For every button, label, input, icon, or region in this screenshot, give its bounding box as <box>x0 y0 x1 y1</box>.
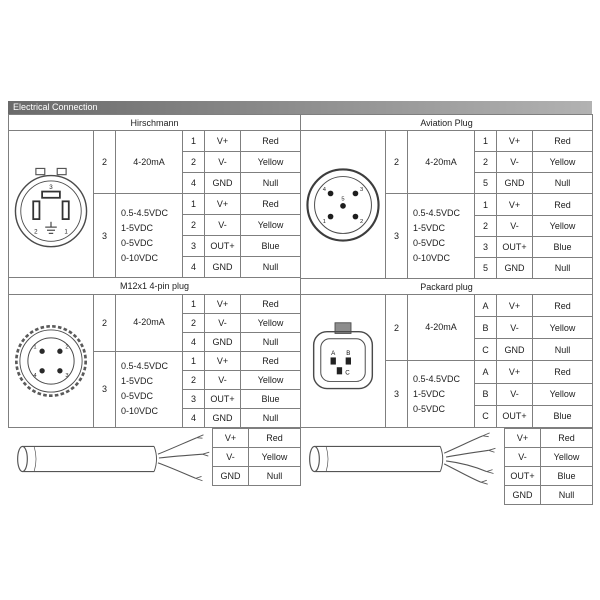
color-cell: Yellow <box>541 448 593 467</box>
color-cell: Yellow <box>533 317 593 339</box>
packard-connector-cell <box>301 295 386 428</box>
output-type-cell: 3 <box>94 351 116 427</box>
pin-label-1: 1 <box>322 218 326 225</box>
color-cell: Yellow <box>241 215 301 236</box>
signal-cell: V- <box>205 313 241 332</box>
packard-connector-drawing <box>303 315 383 407</box>
signal-cell: V+ <box>497 131 533 152</box>
section-title-hirschmann: Hirschmann <box>9 115 301 131</box>
pin-cell: 2 <box>475 215 497 236</box>
page-title: Electrical Connection <box>13 102 98 112</box>
color-cell: Null <box>241 408 301 427</box>
cable-table-left <box>212 428 301 486</box>
signal-cell: V+ <box>205 131 241 152</box>
pin-label-3: 3 <box>65 372 69 379</box>
output-desc-line: 0-5VDC <box>413 238 446 249</box>
signal-cell: V- <box>497 215 533 236</box>
color-cell: Null <box>541 486 593 505</box>
pin-cell: C <box>475 405 497 427</box>
pin-label-4: 4 <box>33 372 37 379</box>
output-type-cell: 2 <box>386 295 408 361</box>
output-desc-line: 1-5VDC <box>121 222 154 233</box>
signal-cell: GND <box>497 257 533 278</box>
right-half-table <box>300 114 593 428</box>
color-cell: Yellow <box>249 448 301 467</box>
color-cell: Red <box>541 429 593 448</box>
pin-label-5: 5 <box>341 196 345 203</box>
pin-label-b: B <box>346 349 351 357</box>
pin-label-2: 2 <box>34 228 38 236</box>
output-desc-line: 0.5-4.5VDC <box>121 207 169 218</box>
signal-cell: OUT+ <box>205 236 241 257</box>
output-desc-line: 0-10VDC <box>413 253 451 264</box>
color-cell: Red <box>241 131 301 152</box>
color-cell: Blue <box>533 236 593 257</box>
output-desc-line: 0.5-4.5VDC <box>121 361 169 372</box>
color-cell: Red <box>241 194 301 215</box>
output-type-cell: 3 <box>386 194 408 279</box>
left-half-table <box>8 114 301 428</box>
pin-cell: 1 <box>183 131 205 152</box>
color-cell: Red <box>249 429 301 448</box>
output-desc-line: 4-20mA <box>425 322 457 333</box>
hirschmann-connector-drawing <box>11 153 91 255</box>
color-cell: Yellow <box>241 152 301 173</box>
m12-connector-cell <box>9 294 94 427</box>
signal-cell: V- <box>505 448 541 467</box>
output-desc-cell <box>116 294 183 351</box>
signal-cell: OUT+ <box>497 236 533 257</box>
color-cell: Null <box>249 467 301 486</box>
signal-cell: V+ <box>213 429 249 448</box>
signal-cell: GND <box>505 486 541 505</box>
signal-cell: GND <box>497 173 533 194</box>
signal-cell: V+ <box>205 194 241 215</box>
pin-cell: 1 <box>475 194 497 215</box>
signal-cell: OUT+ <box>505 467 541 486</box>
pin-cell: B <box>475 317 497 339</box>
color-cell: Red <box>533 131 593 152</box>
section-title-aviation: Aviation Plug <box>301 115 593 131</box>
output-desc-line: 0.5-4.5VDC <box>413 373 461 384</box>
output-desc-line: 0-5VDC <box>413 403 446 414</box>
output-desc-line: 1-5VDC <box>413 223 446 234</box>
color-cell: Red <box>533 361 593 383</box>
color-cell: Yellow <box>533 152 593 173</box>
cable-drawing-left <box>12 429 212 489</box>
output-type-cell: 3 <box>386 361 408 428</box>
signal-cell: OUT+ <box>205 389 241 408</box>
color-cell: Null <box>533 257 593 278</box>
signal-cell: V+ <box>497 361 533 383</box>
pin-cell: 2 <box>183 215 205 236</box>
color-cell: Null <box>533 173 593 194</box>
output-type-cell: 2 <box>94 294 116 351</box>
pin-cell: 1 <box>183 351 205 370</box>
signal-cell: GND <box>205 408 241 427</box>
pin-cell: 4 <box>183 173 205 194</box>
pin-cell: 5 <box>475 257 497 278</box>
pin-cell: 3 <box>183 236 205 257</box>
pin-cell: 1 <box>183 194 205 215</box>
pin-label-2: 2 <box>360 218 364 225</box>
pin-cell: 2 <box>183 370 205 389</box>
pin-label-2: 2 <box>65 344 69 351</box>
cable-table-right <box>504 428 593 505</box>
signal-cell: V+ <box>205 294 241 313</box>
output-desc-line: 0-5VDC <box>121 237 154 248</box>
pin-cell: 1 <box>183 294 205 313</box>
color-cell: Blue <box>533 405 593 427</box>
output-desc-line: 0-10VDC <box>121 406 159 417</box>
color-cell: Blue <box>241 389 301 408</box>
pin-label-3: 3 <box>49 184 53 192</box>
pin-cell: 5 <box>475 173 497 194</box>
output-desc-line: 4-20mA <box>133 317 165 328</box>
color-cell: Null <box>241 332 301 351</box>
hirschmann-connector-cell <box>9 131 94 278</box>
pin-cell: 3 <box>183 389 205 408</box>
color-cell: Null <box>533 339 593 361</box>
pin-label-a: A <box>331 349 336 357</box>
color-cell: Blue <box>241 236 301 257</box>
output-desc-line: 1-5VDC <box>121 376 154 387</box>
signal-cell: V- <box>497 383 533 405</box>
signal-cell: GND <box>213 467 249 486</box>
signal-cell: V+ <box>205 351 241 370</box>
signal-cell: V- <box>205 152 241 173</box>
cable-drawing-right <box>304 429 504 489</box>
pin-cell: 2 <box>183 152 205 173</box>
pin-cell: 4 <box>183 332 205 351</box>
signal-cell: V- <box>497 317 533 339</box>
aviation-connector-drawing <box>303 159 383 251</box>
output-desc-cell <box>408 131 475 194</box>
output-type-cell: 3 <box>94 194 116 278</box>
pin-cell: 4 <box>183 408 205 427</box>
output-desc-cell <box>116 351 183 427</box>
output-desc-cell <box>408 194 475 279</box>
m12-connector-drawing <box>11 315 91 407</box>
pin-cell: 2 <box>183 313 205 332</box>
output-type-cell: 2 <box>94 131 116 194</box>
output-desc-line: 0-5VDC <box>121 391 154 402</box>
color-cell: Yellow <box>241 313 301 332</box>
pin-label-3: 3 <box>360 186 364 193</box>
color-cell: Red <box>533 295 593 317</box>
pin-cell: A <box>475 295 497 317</box>
output-desc-line: 0-10VDC <box>121 252 159 263</box>
pin-cell: A <box>475 361 497 383</box>
color-cell: Yellow <box>241 370 301 389</box>
color-cell: Yellow <box>533 215 593 236</box>
color-cell: Red <box>241 294 301 313</box>
output-desc-cell <box>408 361 475 428</box>
output-desc-cell <box>408 295 475 361</box>
output-desc-line: 4-20mA <box>133 156 165 167</box>
aviation-connector-cell <box>301 131 386 279</box>
color-cell: Red <box>533 194 593 215</box>
signal-cell: V- <box>205 370 241 389</box>
pin-cell: 1 <box>475 131 497 152</box>
signal-cell: GND <box>205 332 241 351</box>
output-desc-cell <box>116 194 183 278</box>
color-cell: Yellow <box>533 383 593 405</box>
pin-cell: 3 <box>475 236 497 257</box>
pin-cell: 2 <box>475 152 497 173</box>
color-cell: Blue <box>541 467 593 486</box>
signal-cell: V+ <box>497 194 533 215</box>
pin-label-1: 1 <box>33 344 37 351</box>
color-cell: Red <box>241 351 301 370</box>
pin-label-1: 1 <box>64 228 68 236</box>
signal-cell: V- <box>497 152 533 173</box>
color-cell: Null <box>241 173 301 194</box>
header-bar <box>8 101 592 114</box>
signal-cell: OUT+ <box>497 405 533 427</box>
pin-label-c: C <box>345 369 350 377</box>
color-cell: Null <box>241 257 301 278</box>
section-title-m12: M12x1 4-pin plug <box>9 278 301 294</box>
signal-cell: GND <box>205 257 241 278</box>
signal-cell: V- <box>213 448 249 467</box>
output-desc-cell <box>116 131 183 194</box>
output-desc-line: 1-5VDC <box>413 388 446 399</box>
output-type-cell: 2 <box>386 131 408 194</box>
pin-cell: C <box>475 339 497 361</box>
output-desc-line: 0.5-4.5VDC <box>413 208 461 219</box>
signal-cell: V+ <box>505 429 541 448</box>
pin-cell: B <box>475 383 497 405</box>
pin-label-4: 4 <box>322 186 326 193</box>
signal-cell: V+ <box>497 295 533 317</box>
signal-cell: GND <box>497 339 533 361</box>
output-desc-line: 4-20mA <box>425 156 457 167</box>
section-title-packard: Packard plug <box>301 278 593 294</box>
signal-cell: GND <box>205 173 241 194</box>
ground-symbol-icon <box>45 222 57 234</box>
signal-cell: V- <box>205 215 241 236</box>
pin-cell: 4 <box>183 257 205 278</box>
